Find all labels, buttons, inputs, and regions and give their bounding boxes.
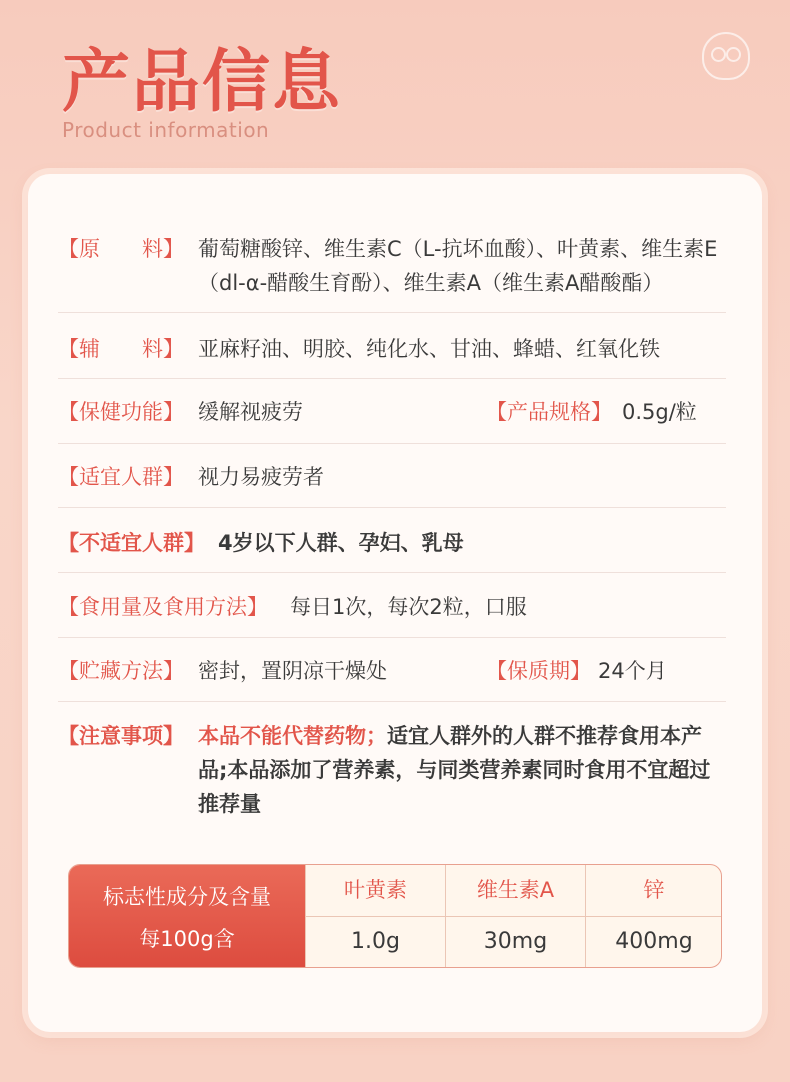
product-info-card [28,174,762,1032]
ingredient-content-table [68,864,722,968]
spec-value: 0.5g/粒 [622,400,697,424]
divider [58,572,726,573]
notes-label: 【注意事项】 [58,724,184,748]
dosage-value: 每日1次，每次2粒，口服 [290,595,527,619]
ingredients-value: 葡萄糖酸锌、维生素C（L-抗坏血酸）、叶黄素、维生素E（dl-α-醋酸生育酚）、维生素A（维生素A醋酸酯） [198,237,718,295]
shelf-life-label: 【保质期】 [486,659,591,683]
page-subtitle: Product information [62,118,270,142]
divider [58,378,726,379]
table-column-value: 400mg [615,929,693,954]
divider [58,312,726,313]
notes-value [198,719,728,821]
table-column-value: 1.0g [351,929,400,954]
excipients-value: 亚麻籽油、明胶、纯化水、甘油、蜂蜡、红氧化铁 [198,337,660,361]
table-column-name: 叶黄素 [306,865,445,917]
table-header-title: 标志性成分及含量 [103,885,271,909]
divider [58,637,726,638]
notes-warning: 本品不能代替药物； [198,724,387,748]
function-label: 【保健功能】 [58,400,184,424]
dosage-label: 【食用量及食用方法】 [58,595,268,619]
spec-label: 【产品规格】 [486,400,612,424]
notes-text: 适宜人群外的人群不推荐食用本产品;本品添加了营养素，与同类营养素同时食用不宜超过推荐量 [198,724,711,816]
storage-label: 【贮藏方法】 [58,659,184,683]
suitable-label: 【适宜人群】 [58,465,184,489]
table-column-name: 锌 [586,865,722,917]
table-column-name: 维生素A [446,865,585,917]
unsuitable-value: 4岁以下人群、孕妇、乳母 [218,531,464,555]
excipients-label: 【辅 料】 [58,337,184,361]
divider [58,507,726,508]
ingredients-label: 【原 料】 [58,237,184,261]
suitable-value: 视力易疲劳者 [198,465,324,489]
function-value: 缓解视疲劳 [198,400,303,424]
table-header-unit: 每100g含 [139,927,235,951]
table-column-vitamin-a [445,865,585,967]
table-column-value: 30mg [483,929,548,954]
table-column-zinc [585,865,722,967]
shelf-life-value: 24个月 [598,659,667,683]
divider [58,701,726,702]
owl-logo-icon [702,32,750,80]
table-column-lutein [305,865,445,967]
divider [58,443,726,444]
page-title: 产品信息 [62,43,343,122]
table-header-cell [69,865,305,967]
storage-value: 密封，置阴凉干燥处 [198,659,387,683]
unsuitable-label: 【不适宜人群】 [58,531,205,555]
